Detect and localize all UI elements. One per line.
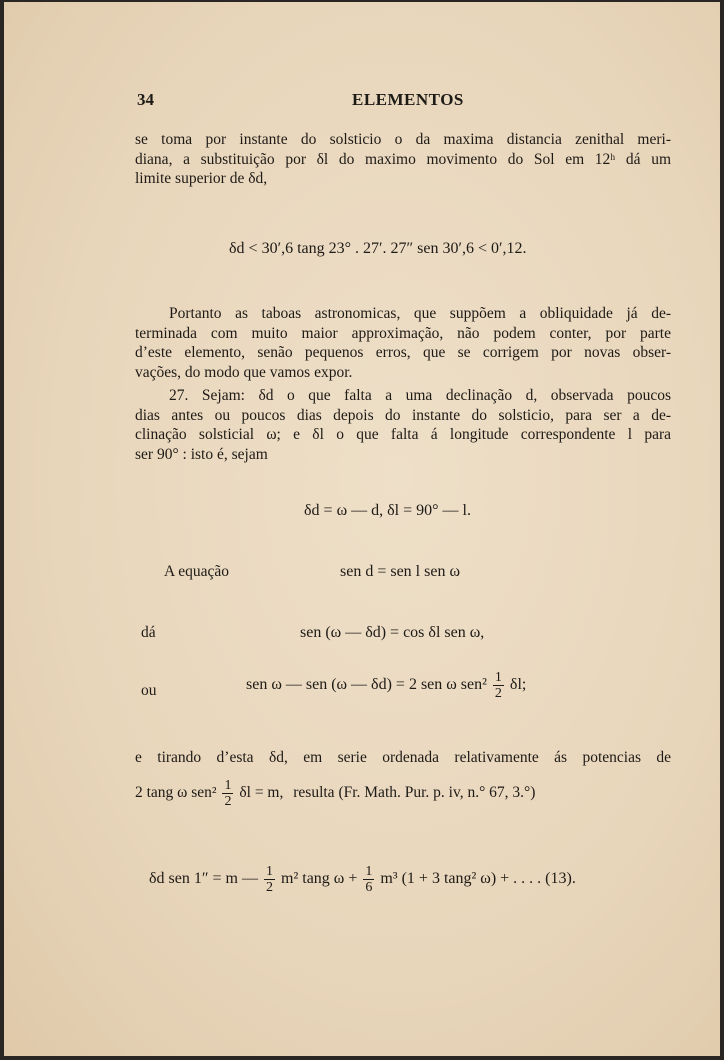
eq6-part2: m² tang ω + — [281, 870, 358, 888]
fraction-numerator: 1 — [266, 864, 273, 879]
text-line: Portanto as taboas astronomicas, que suppõem a obliquidade já de- — [169, 305, 671, 322]
text-line: vações, do modo que vamos expor. — [135, 363, 353, 381]
p4-mid: δl = m, — [239, 784, 284, 802]
fraction-numerator: 1 — [494, 670, 502, 685]
fraction-denominator: 2 — [494, 686, 502, 701]
text-line: d’este elemento, senão pequenos erros, que se corrigem por novas obser- — [135, 344, 671, 361]
text-line: limite superior de δd, — [135, 170, 268, 187]
label-ou: ou — [141, 682, 157, 699]
fraction-half — [493, 670, 504, 701]
equation-13 — [149, 864, 576, 895]
equation-definitions: δd = ω — d, δl = 90° — l. — [304, 502, 471, 519]
paragraph-1 — [135, 130, 671, 189]
label-equacao: A equação — [164, 563, 229, 580]
text-line: ser 90° : isto é, sejam — [135, 445, 268, 463]
page-header — [4, 90, 720, 114]
fraction-half — [264, 864, 275, 895]
text-line: e tirando d’esta δd, em serie ordenada relativamente ás potencias de — [135, 749, 671, 766]
paragraph-3 — [135, 386, 671, 464]
equation-cos: sen (ω — δd) = cos δl sen ω, — [300, 624, 485, 641]
book-page — [4, 2, 720, 1056]
text-line: diana, a substituição por δl do maximo movimento do Sol em 12ʰ dá um — [135, 150, 671, 168]
eq5-right: δl; — [509, 676, 527, 694]
eq6-part1: δd sen 1″ = m — — [149, 870, 258, 888]
text-line: terminada com muito maior approximação, não podem conter, por parte — [135, 324, 671, 342]
text-line: se toma por instante do solsticio o da maxima distancia zenithal meri- — [135, 131, 671, 148]
running-title: ELEMENTOS — [352, 90, 464, 109]
equation-sine: sen d = sen l sen ω — [340, 563, 460, 580]
text-line: clinação solsticial ω; e δl o que falta á longitude correspondente l para — [135, 426, 671, 443]
eq6-part3: m³ (1 + 3 tang² ω) + . . . . (13). — [380, 870, 576, 888]
fraction-denominator: 2 — [266, 880, 273, 895]
page-number: 34 — [137, 90, 154, 109]
equation-difference — [246, 670, 526, 701]
fraction-numerator: 1 — [365, 864, 373, 879]
eq5-left: sen ω — sen (ω — δd) = 2 sen ω sen² — [246, 676, 487, 694]
fraction-sixth — [363, 864, 374, 895]
text-line: dias antes ou poucos dias depois do instante do solsticio, para ser a de- — [135, 406, 671, 424]
fraction-numerator: 1 — [224, 778, 232, 793]
fraction-denominator: 6 — [365, 880, 373, 895]
p4-left: 2 tang ω sen² — [135, 784, 217, 802]
p4-right: resulta (Fr. Math. Pur. p. iv, n.° 67, 3.°) — [293, 784, 536, 802]
fraction-half — [222, 778, 233, 809]
paragraph-2 — [135, 304, 671, 382]
fraction-denominator: 2 — [224, 794, 232, 809]
equation-bound: δd < 30′,6 tang 23° . 27′. 27″ sen 30′,6 < 0′,12. — [229, 240, 527, 257]
paragraph-4-formula-line — [135, 778, 535, 809]
label-da: dá — [141, 624, 156, 641]
text-line: 27. Sejam: δd o que falta a uma declinação d, observada poucos — [169, 387, 671, 404]
paragraph-4 — [135, 748, 671, 768]
